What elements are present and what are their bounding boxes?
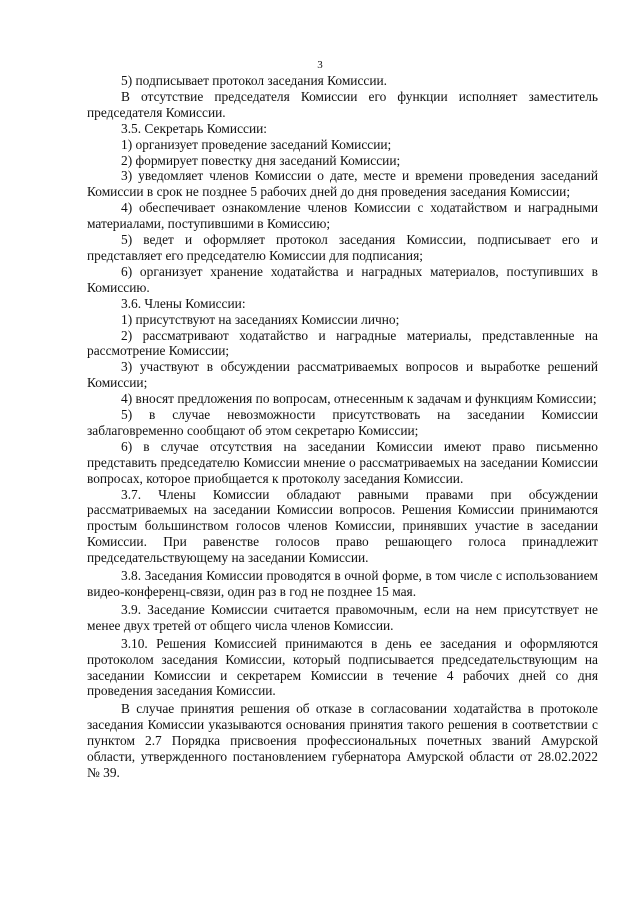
paragraph: 6) организует хранение ходатайства и наградных материалов, поступивших в Комиссию. [87,263,598,295]
paragraph: В случае принятия решения об отказе в согласовании ходатайства в протоколе заседания Комиссии указываются основания принятия такого решения в соответствии с пунктом 2.7 Порядка присвоения профессиональных почетных званий Амурской области, утвержденного постановлением губернатора Амурской области от 28.02.2022 № 39. [87,701,598,780]
paragraph: 2) рассматривают ходатайство и наградные материалы, представленные на рассмотрение Комиссии; [87,327,598,359]
paragraph: 1) присутствуют на заседаниях Комиссии лично; [121,311,400,327]
paragraph: 3) уведомляет членов Комиссии о дате, месте и времени проведения заседаний Комиссии в срок не позднее 5 рабочих дней до дня проведения заседания Комиссии; [87,168,598,200]
paragraph: 3.6. Члены Комиссии: [121,295,246,311]
paragraph: 3.5. Секретарь Комиссии: [121,120,268,136]
paragraph: 3.7. Члены Комиссии обладают равными правами при обсуждении рассматриваемых на заседании Комиссии вопросов. Решения Комиссии принимаются простым большинством голосов членов Комиссии, принявших участие в заседании Комиссии. При равенстве голосов право решающего голоса принадлежит председательствующему на заседании Комиссии. [87,486,598,566]
paragraph: 3.9. Заседание Комиссии считается правомочным, если на нем присутствует не менее двух третей от общего числа членов Комиссии. [87,601,598,633]
page-number: 3 [317,59,323,71]
paragraph: 5) ведет и оформляет протокол заседания Комиссии, подписывает его и представляет его председателю Комиссии для подписания; [87,232,598,263]
paragraph: 3) участвуют в обсуждении рассматриваемых вопросов и выработке решений Комиссии; [87,359,598,391]
paragraph: 3.10. Решения Комиссией принимаются в день ее заседания и оформляются протоколом заседания Комиссии, который подписывается председательствующим на заседании Комиссии и секретарем Комиссии в течение 4 рабочих дней со дня проведения заседания Комиссии. [87,635,598,699]
paragraph: 2) формирует повестку дня заседаний Комиссии; [121,152,401,168]
paragraph: 1) организует проведение заседаний Комиссии; [121,136,392,152]
paragraph: 6) в случае отсутствия на заседании Комиссии имеют право письменно представить председателю Комиссии мнение о рассматриваемых на заседании Комиссии вопросах, которое приобщается к протоколу заседания Комиссии. [87,438,598,486]
paragraph: 4) вносят предложения по вопросам, отнесенным к задачам и функциям Комиссии; [121,391,597,407]
paragraph: 5) в случае невозможности присутствовать на заседании Комиссии заблаговременно сообщают об этом секретарю Комиссии; [87,407,598,438]
paragraph: 4) обеспечивает ознакомление членов Комиссии с ходатайством и наградными материалами, поступившими в Комиссию; [87,200,598,232]
paragraph: В отсутствие председателя Комиссии его функции исполняет заместитель председателя Комиссии. [87,88,598,120]
paragraph: 3.8. Заседания Комиссии проводятся в очной форме, в том числе с использованием видео-конференц-связи, один раз в год не позднее 15 мая. [87,568,598,599]
paragraph: 5) подписывает протокол заседания Комиссии. [121,73,388,88]
document-body [87,73,598,781]
